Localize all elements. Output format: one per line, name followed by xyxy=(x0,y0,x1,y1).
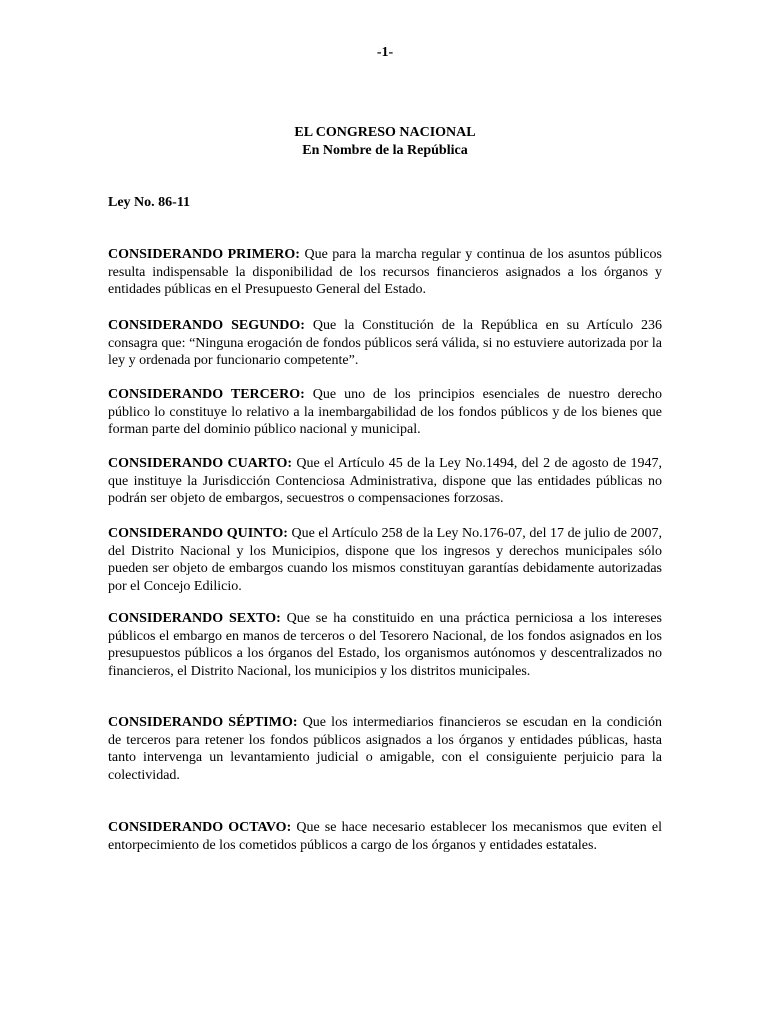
considerando-label: CONSIDERANDO TERCERO: xyxy=(108,387,305,402)
page-number: -1- xyxy=(376,45,394,60)
considerando-text: Que se hace necesario establecer los mecanismos que eviten el entorpecimiento de los cometidos públicos a cargo de los órganos y entidades estatales. xyxy=(108,820,662,853)
considerando-label: CONSIDERANDO QUINTO: xyxy=(108,526,288,541)
considerando-label: CONSIDERANDO PRIMERO: xyxy=(108,247,300,262)
heading-title: EL CONGRESO NACIONAL xyxy=(294,125,476,140)
considerando-label: CONSIDERANDO SEGUNDO: xyxy=(108,318,305,333)
considerando-tercero xyxy=(108,386,662,439)
considerando-text: Que la Constitución de la República en su Artículo 236 consagra que: “Ninguna erogación de fondos públicos será válida, si no estuviere autorizada por la ley y ordenada por funcionario competente”. xyxy=(108,318,663,368)
considerando-primero xyxy=(108,246,662,299)
considerando-cuarto xyxy=(108,455,662,508)
considerando-text: Que el Artículo 45 de la Ley No.1494, del 2 de agosto de 1947, que instituye la Jurisdicción Contenciosa Administrativa, dispone que las entidades públicas no podrán ser objeto de embargos, secuestros o compensaciones forzosas. xyxy=(108,456,663,506)
considerando-label: CONSIDERANDO SEXTO: xyxy=(108,611,281,626)
considerando-text: Que para la marcha regular y continua de los asuntos públicos resulta indispensable la disponibilidad de los recursos financieros asignados a los órganos y entidades públicas en el Presupuesto General del Estado. xyxy=(108,247,662,297)
considerando-label: CONSIDERANDO SÉPTIMO: xyxy=(108,715,298,730)
considerando-septimo xyxy=(108,714,662,784)
document-heading xyxy=(108,124,662,160)
considerando-text: Que el Artículo 258 de la Ley No.176-07, del 17 de julio de 2007, del Distrito Nacional y los Municipios, dispone que los ingresos y derechos municipales sólo pueden ser objeto de embargos cuando los mismos constituyan garantías debidamente autorizadas por el Concejo Edilicio. xyxy=(108,526,662,594)
considerando-text: Que los intermediarios financieros se escudan en la condición de terceros para retener los fondos públicos asignados a los órganos y entidades públicas, hasta tanto intervenga un levantamiento judicial o amigable, con el consiguiente perjuicio para la colectividad. xyxy=(108,715,662,783)
law-number: Ley No. 86-11 xyxy=(108,195,191,210)
considerando-sexto xyxy=(108,610,662,680)
considerando-segundo xyxy=(108,317,662,370)
considerando-text: Que uno de los principios esenciales de nuestro derecho público lo constituye lo relativo a la inembargabilidad de los fondos públicos y de los bienes que forman parte del dominio público nacional y municipal. xyxy=(108,387,662,437)
considerando-label: CONSIDERANDO CUARTO: xyxy=(108,456,293,471)
considerando-quinto xyxy=(108,525,662,595)
considerando-text: Que se ha constituido en una práctica perniciosa a los intereses públicos el embargo en manos de terceros o del Tesorero Nacional, de los fondos asignados en los presupuestos públicos a los órganos del Estado, los organismos autónomos y descentralizados no financieros, el Distrito Nacional, los municipios y los distritos municipales. xyxy=(108,611,662,679)
heading-subtitle: En Nombre de la República xyxy=(302,143,468,158)
considerando-label: CONSIDERANDO OCTAVO: xyxy=(108,820,292,835)
considerando-octavo xyxy=(108,819,662,854)
